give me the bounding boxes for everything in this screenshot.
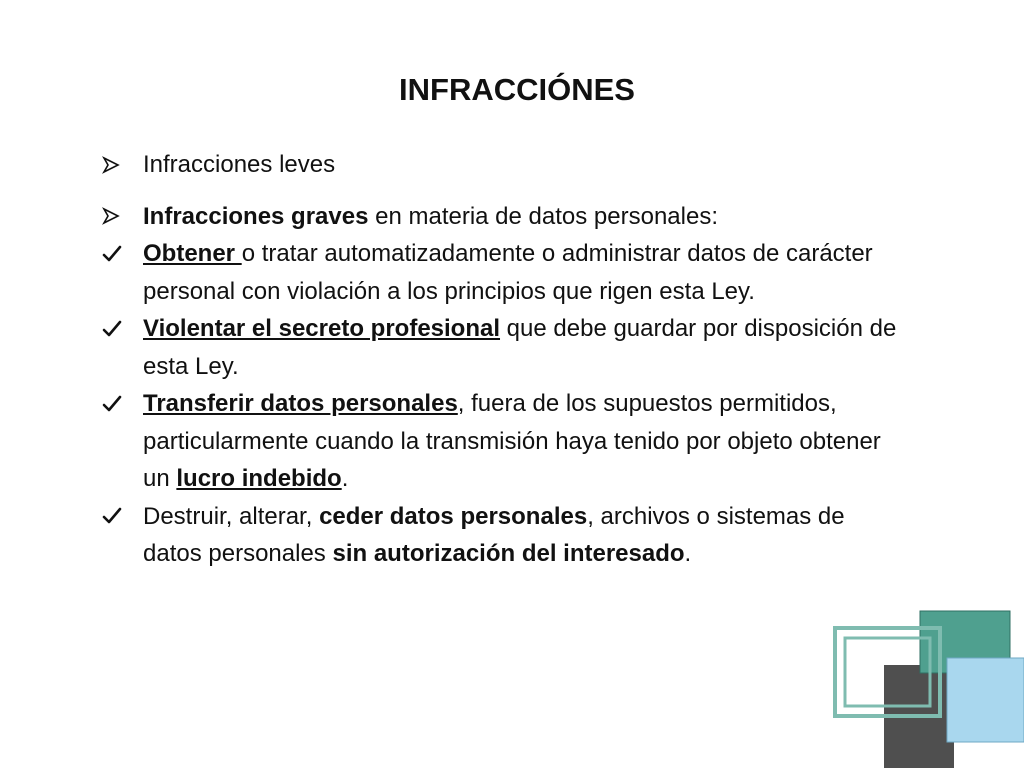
text-segment: que debe guardar por disposición de esta Ley. [143, 315, 897, 380]
text-segment: Destruir, alterar, [143, 502, 320, 530]
text-segment: . [684, 540, 692, 567]
text-segment: en materia de datos personales: [368, 202, 718, 230]
light-blue-square [947, 658, 1024, 742]
text-segment: , archivos o sistemas de datos personales [143, 502, 845, 567]
slide-title: INFRACCIÓNES [399, 72, 635, 107]
text-segment: o tratar automatizadamente o administrar datos de carácter personal con violación a los principios que rigen esta Ley. [143, 240, 873, 305]
emphasized-text: sin autorización del interesado [332, 540, 685, 567]
text-segment: Infracciones leves [143, 151, 336, 178]
text-segment: . [341, 465, 349, 492]
emphasized-text: Violentar el secreto profesional [143, 315, 501, 342]
emphasized-text: ceder datos personales [319, 502, 588, 530]
emphasized-text: lucro indebido [176, 465, 342, 492]
text-segment: , fuera de los supuestos permitidos, particularmente cuando la transmisión haya tenido por objeto obtener un [143, 390, 881, 492]
emphasized-text: Infracciones graves [143, 202, 369, 230]
emphasized-text: Transferir datos personales [143, 390, 458, 417]
emphasized-text: Obtener [143, 240, 242, 267]
